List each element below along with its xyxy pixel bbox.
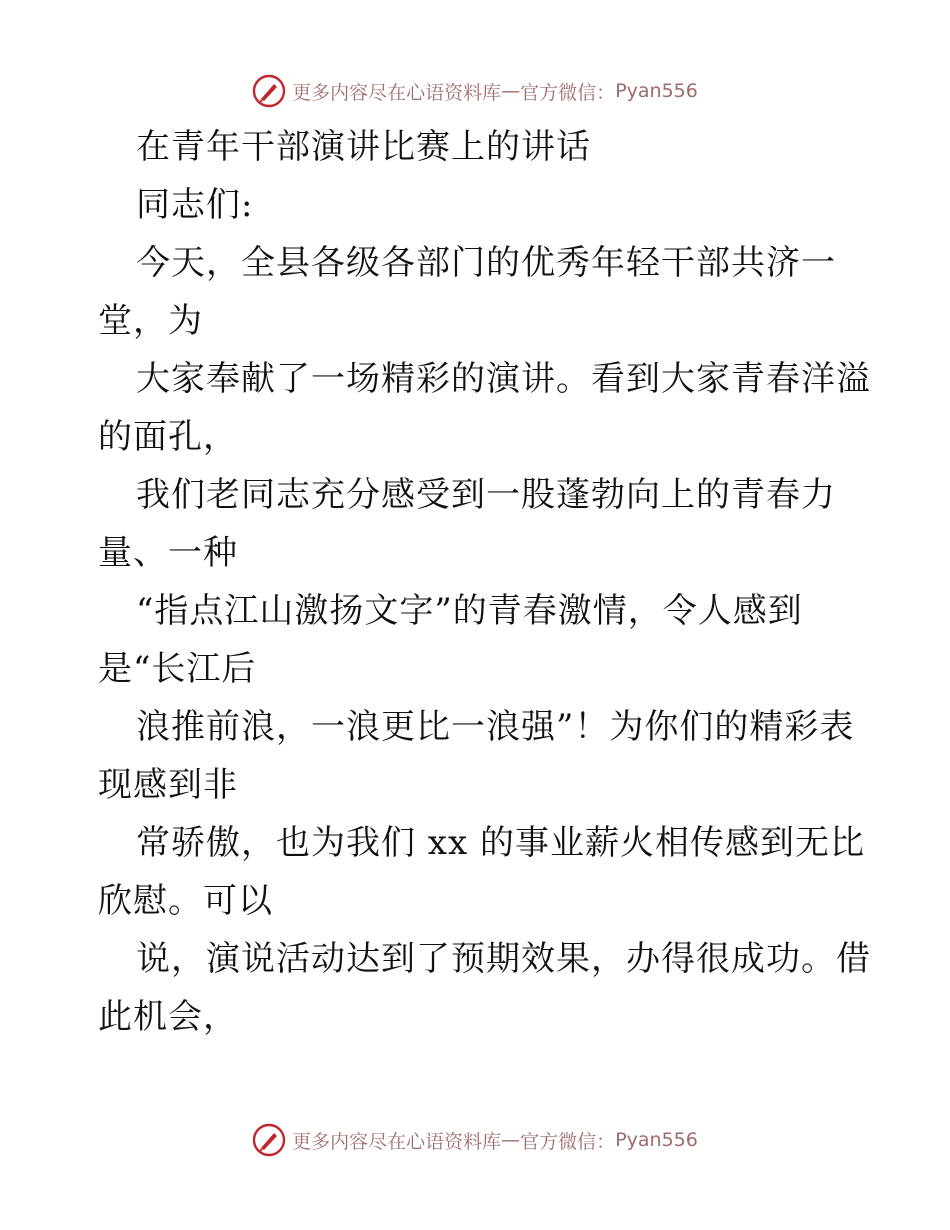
banner-wechat-id: Pyan556 [615, 1129, 698, 1151]
quill-logo-icon [252, 1123, 286, 1157]
banner-dash: — [501, 80, 521, 102]
document-title: 在青年干部演讲比赛上的讲话 [136, 127, 591, 167]
body-line: 大家奉献了一场精彩的演讲。看到大家青春洋溢 [136, 359, 871, 399]
banner-site-text: 更多内容尽在心语资料库 [292, 81, 502, 104]
banner-site-text: 更多内容尽在心语资料库 [292, 1130, 502, 1153]
body-line: 常骄傲，也为我们 xx 的事业薪火相传感到无比 [136, 823, 865, 863]
banner-wechat-label: 官方微信： [520, 81, 616, 104]
body-line: 欣慰。可以 [98, 881, 273, 921]
body-line: 现感到非 [98, 765, 238, 805]
body-line: “指点江山激扬文字”的青春激情，令人感到 [136, 591, 803, 631]
banner-wechat-id: Pyan556 [615, 80, 698, 102]
footer-banner [0, 1120, 950, 1160]
body-line: 是“长江后 [98, 649, 257, 689]
body-line: 的面孔， [98, 417, 238, 457]
body-line: 此机会， [98, 997, 238, 1037]
document-body [98, 118, 871, 1046]
body-line: 说，演说活动达到了预期效果，办得很成功。借 [136, 939, 871, 979]
body-line: 浪推前浪，一浪更比一浪强”！为你们的精彩表 [136, 707, 855, 747]
quill-logo-icon [252, 74, 286, 108]
banner-wechat-label: 官方微信： [520, 1130, 616, 1153]
header-banner [0, 71, 950, 111]
body-line: 今天，全县各级各部门的优秀年轻干部共济一 [136, 243, 836, 283]
body-line: 我们老同志充分感受到一股蓬勃向上的青春力 [136, 475, 836, 515]
body-line: 量、一种 [98, 533, 238, 573]
banner-dash: — [501, 1129, 521, 1151]
salutation: 同志们: [136, 185, 254, 225]
body-line: 堂，为 [98, 301, 203, 341]
